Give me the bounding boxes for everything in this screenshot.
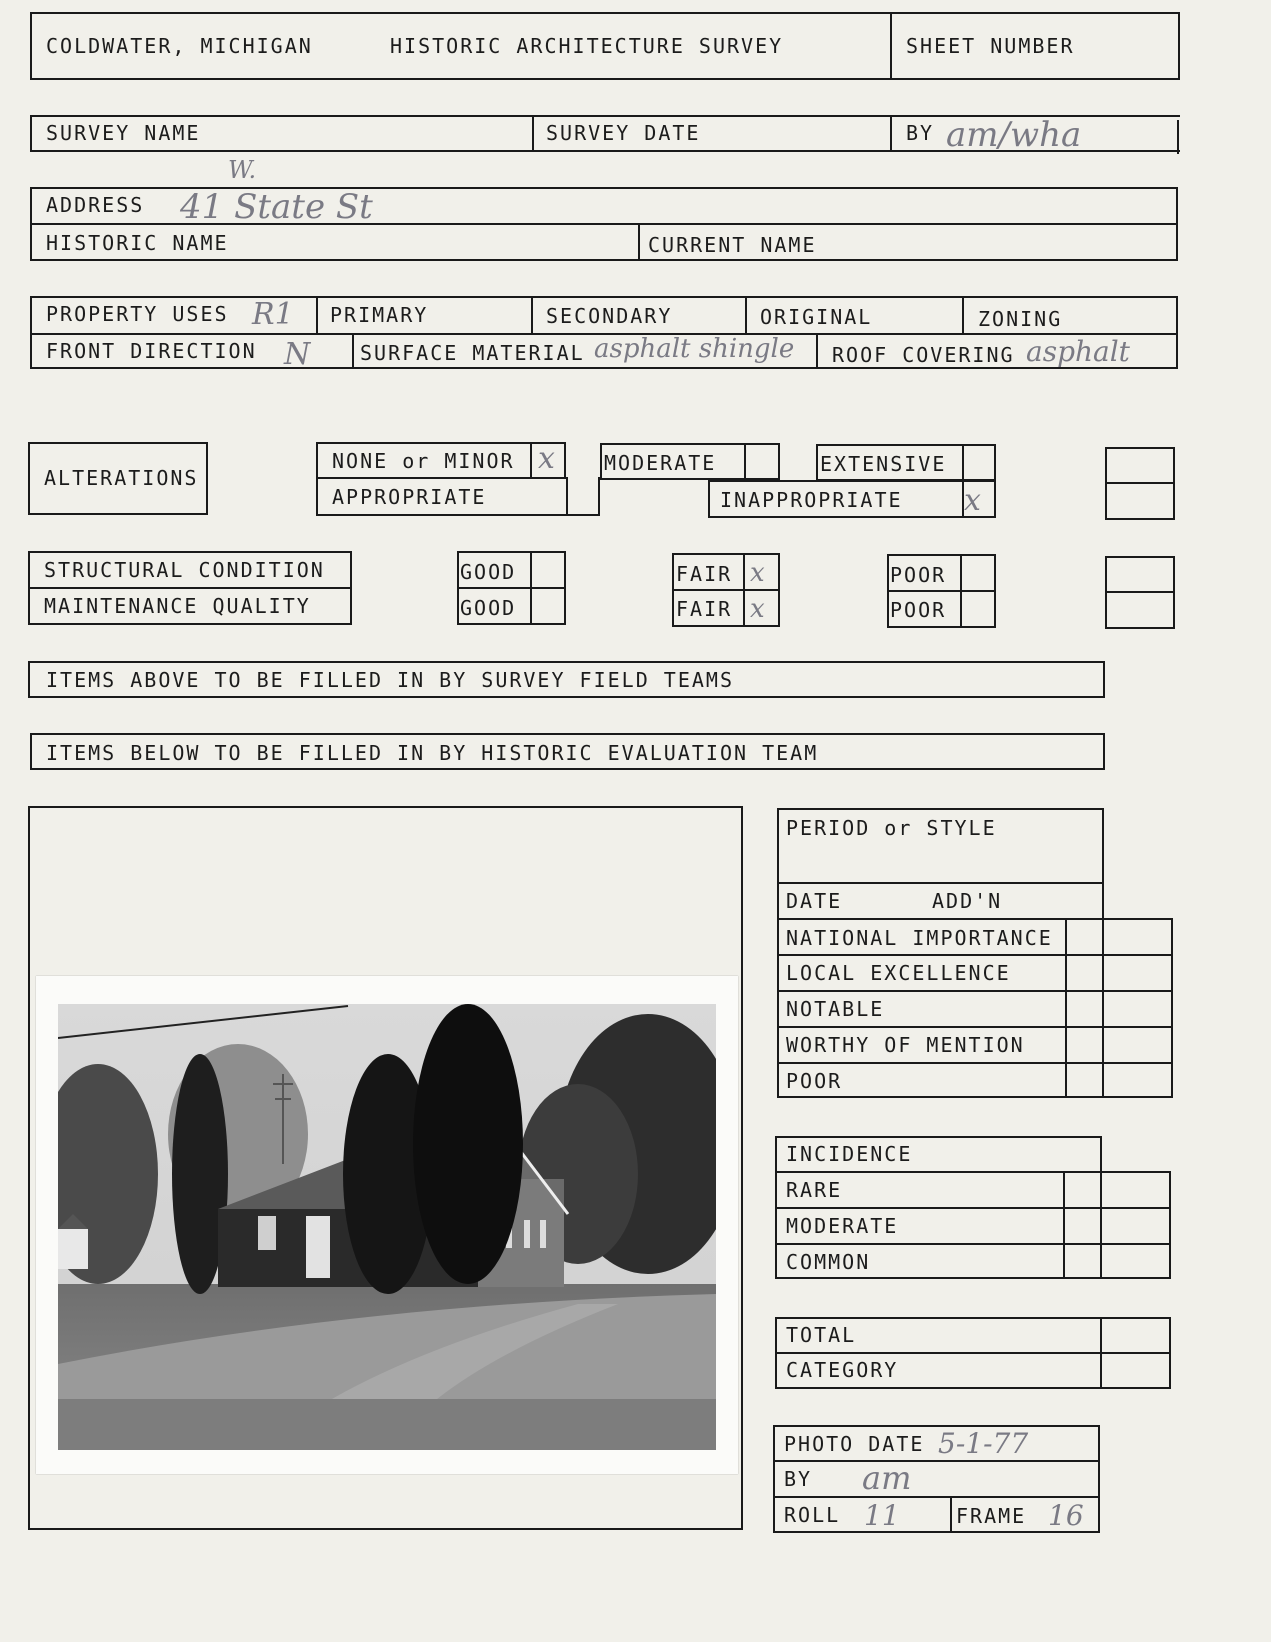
divider — [777, 1026, 1173, 1028]
divider — [316, 296, 318, 333]
structural-condition-label: STRUCTURAL CONDITION — [44, 558, 325, 582]
maintenance-quality-label: MAINTENANCE QUALITY — [44, 594, 311, 618]
divider — [638, 223, 640, 261]
divider — [773, 1496, 1100, 1498]
photo-by-value: am — [862, 1459, 912, 1497]
divider — [960, 554, 962, 628]
survey-by-label: BY — [906, 121, 935, 145]
divider — [1063, 1171, 1065, 1279]
divider — [777, 990, 1173, 992]
structural-poor-label: POOR — [890, 563, 947, 587]
divider — [962, 444, 964, 481]
surface-material-value: asphalt shingle — [594, 334, 795, 364]
property-uses-value: R1 — [252, 297, 294, 332]
photo-card — [36, 976, 738, 1474]
address-value: 41 State St — [180, 187, 373, 227]
divider — [530, 442, 532, 479]
divider — [816, 333, 818, 369]
historic-name-label: HISTORIC NAME — [46, 231, 229, 255]
secondary-label: SECONDARY — [546, 304, 673, 328]
eval-date-label: DATE — [786, 889, 843, 913]
maintenance-good-label: GOOD — [460, 596, 517, 620]
address-prefix: W. — [228, 156, 257, 184]
structural-fair-mark: x — [750, 558, 765, 588]
header-divider — [890, 12, 892, 80]
surface-material-label: SURFACE MATERIAL — [360, 341, 585, 365]
original-label: ORIGINAL — [760, 305, 873, 329]
category-label: CATEGORY — [786, 1358, 899, 1382]
divider — [1065, 918, 1067, 1098]
divider — [1100, 1317, 1102, 1389]
primary-label: PRIMARY — [330, 303, 429, 327]
divider — [962, 296, 964, 333]
rare-label: RARE — [786, 1178, 843, 1202]
house-photograph — [58, 1004, 716, 1450]
divider — [1105, 591, 1175, 593]
divider — [566, 477, 568, 516]
divider — [777, 918, 1173, 920]
divider — [777, 1062, 1173, 1064]
maintenance-fair-label: FAIR — [676, 597, 733, 621]
incidence-moderate-label: MODERATE — [786, 1214, 899, 1238]
divider — [457, 587, 566, 589]
maintenance-fair-mark: x — [750, 594, 765, 624]
divider — [775, 1243, 1171, 1245]
divider — [777, 954, 1173, 956]
inappropriate-mark: x — [964, 483, 981, 518]
incidence-score-columns — [1063, 1171, 1171, 1279]
eval-poor-label: POOR — [786, 1069, 843, 1093]
divider — [743, 553, 745, 627]
structural-good-label: GOOD — [460, 560, 517, 584]
structural-fair-label: FAIR — [676, 562, 733, 586]
divider — [28, 587, 352, 589]
local-excellence-label: LOCAL EXCELLENCE — [786, 961, 1011, 985]
divider — [775, 1352, 1171, 1354]
zoning-label: ZONING — [978, 307, 1063, 331]
extensive-label: EXTENSIVE — [820, 452, 947, 476]
survey-name-label: SURVEY NAME — [46, 121, 201, 145]
national-importance-label: NATIONAL IMPORTANCE — [786, 926, 1053, 950]
divider — [775, 1171, 1171, 1173]
sheet-number-label: SHEET NUMBER — [906, 34, 1075, 58]
common-label: COMMON — [786, 1250, 871, 1274]
roof-covering-value: asphalt — [1026, 335, 1130, 368]
divider — [532, 115, 534, 152]
divider — [531, 296, 533, 333]
none-minor-label: NONE or MINOR — [332, 449, 515, 473]
current-name-label: CURRENT NAME — [648, 233, 817, 257]
moderate-label: MODERATE — [604, 451, 717, 475]
appropriate-label: APPROPRIATE — [332, 485, 487, 509]
divider — [1177, 120, 1179, 154]
period-style-label: PERIOD or STYLE — [786, 816, 997, 840]
front-direction-label: FRONT DIRECTION — [46, 339, 257, 363]
city-label: COLDWATER, MICHIGAN — [46, 34, 313, 58]
house-photo-drawing — [58, 1004, 716, 1450]
divider — [1100, 1171, 1102, 1279]
frame-value: 16 — [1048, 1499, 1084, 1532]
frame-label: FRAME — [956, 1504, 1027, 1528]
divider — [352, 333, 354, 369]
divider — [530, 551, 532, 625]
survey-date-label: SURVEY DATE — [546, 121, 701, 145]
incidence-label: INCIDENCE — [786, 1142, 913, 1166]
divider — [672, 589, 780, 591]
none-minor-mark: x — [538, 441, 555, 476]
divider — [950, 1496, 952, 1533]
notable-label: NOTABLE — [786, 997, 885, 1021]
roof-covering-label: ROOF COVERING — [832, 343, 1015, 367]
evaluation-team-note: ITEMS BELOW TO BE FILLED IN BY HISTORIC EVALUATION TEAM — [46, 741, 819, 765]
front-direction-value: N — [284, 337, 311, 372]
total-label: TOTAL — [786, 1323, 857, 1347]
divider — [1105, 482, 1175, 484]
alterations-label: ALTERATIONS — [44, 466, 199, 490]
photo-date-label: PHOTO DATE — [784, 1432, 925, 1456]
survey-by-value: am/wha — [946, 115, 1082, 155]
divider — [745, 296, 747, 333]
divider — [775, 1207, 1171, 1209]
form-title: HISTORIC ARCHITECTURE SURVEY — [390, 34, 784, 58]
divider — [744, 443, 746, 480]
evaluation-score-columns — [1065, 918, 1173, 1098]
photo-by-label: BY — [784, 1467, 813, 1491]
divider — [773, 1460, 1100, 1462]
roll-value: 11 — [864, 1499, 900, 1532]
field-teams-note: ITEMS ABOVE TO BE FILLED IN BY SURVEY FIELD TEAMS — [46, 668, 735, 692]
address-label: ADDRESS — [46, 193, 145, 217]
eval-addn-label: ADD'N — [932, 889, 1003, 913]
inappropriate-label: INAPPROPRIATE — [720, 488, 903, 512]
photo-date-value: 5-1-77 — [938, 1427, 1029, 1460]
divider — [890, 115, 892, 152]
divider — [887, 590, 996, 592]
maintenance-poor-label: POOR — [890, 598, 947, 622]
worthy-of-mention-label: WORTHY OF MENTION — [786, 1033, 1025, 1057]
roll-label: ROLL — [784, 1503, 841, 1527]
property-uses-label: PROPERTY USES — [46, 302, 229, 326]
